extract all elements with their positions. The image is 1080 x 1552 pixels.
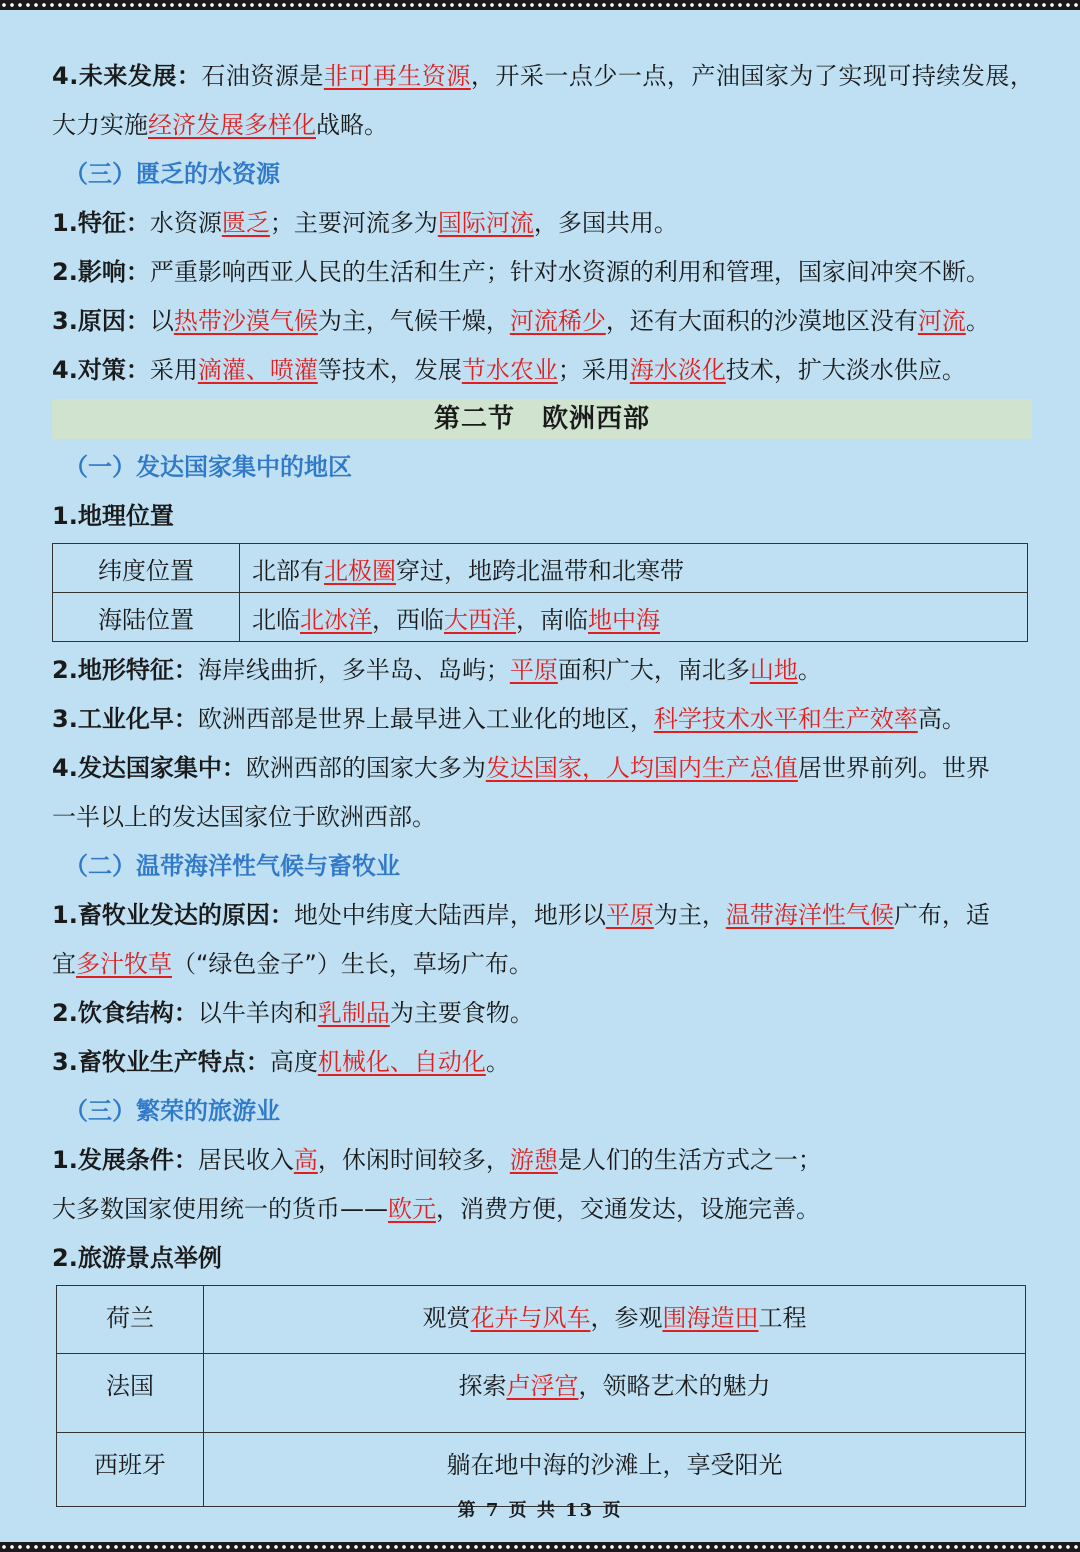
text: 水资源 — [149, 209, 222, 237]
bottom-border — [0, 1542, 1080, 1552]
item-label: 1.发展条件： — [52, 1146, 198, 1174]
text: ，开采一点少一点，产油国家为了实现可持续发展， — [470, 62, 1035, 90]
text: ；采用 — [557, 356, 630, 384]
text: ；主要河流多为 — [269, 209, 438, 237]
item-label: 4.对策： — [52, 356, 150, 384]
table-row — [53, 544, 1028, 593]
section-heading-livestock: （二）温带海洋性气候与畜牧业 — [64, 852, 400, 880]
text: 面积广大，南北多 — [557, 656, 750, 684]
table-row — [57, 1286, 1026, 1354]
text: ，消费方便，交通发达，设施完善。 — [436, 1195, 820, 1223]
table-key: 纬度位置 — [53, 544, 240, 593]
highlight: 发达国家，人均国内生产总值 — [485, 754, 798, 782]
livestock-reason-line-2 — [52, 940, 1032, 989]
text: 穿过，地跨北温带和北寒带 — [396, 556, 684, 585]
section-heading-water: （三）匮乏的水资源 — [64, 160, 280, 188]
text: ，西临 — [372, 605, 444, 634]
diet-structure — [52, 989, 1032, 1038]
text: 海岸线曲折，多半岛、岛屿； — [197, 656, 510, 684]
highlight: 游憩 — [509, 1146, 558, 1174]
top-border — [0, 0, 1080, 10]
highlight: 欧元 — [388, 1195, 436, 1223]
text: 。 — [965, 307, 990, 335]
text: 北临 — [252, 605, 300, 634]
location-table — [52, 543, 1028, 642]
text: 高度 — [269, 1048, 318, 1076]
text: 探索 — [458, 1372, 507, 1400]
early-industrialization — [52, 695, 1032, 744]
text: 宜 — [52, 950, 76, 978]
highlight: 匮乏 — [221, 209, 270, 237]
highlight: 花卉与风车 — [470, 1304, 591, 1332]
highlight: 海水淡化 — [629, 356, 726, 384]
text: 技术，扩大淡水供应。 — [725, 356, 966, 384]
water-feature — [52, 199, 1032, 248]
text: ，参观 — [590, 1304, 663, 1332]
table-row — [57, 1354, 1026, 1433]
text: 以牛羊肉和 — [197, 999, 318, 1027]
text: 大力实施 — [52, 111, 148, 139]
text: 北部有 — [252, 556, 324, 585]
text: 是人们的生活方式之一； — [557, 1146, 822, 1174]
text: 以 — [149, 307, 174, 335]
item-label: 1.地理位置 — [52, 502, 174, 530]
text: 欧洲西部是世界上最早进入工业化的地区， — [197, 705, 654, 733]
page-content — [52, 52, 1035, 1507]
item-label: 1.特征： — [52, 209, 150, 237]
text: 为主， — [653, 901, 726, 929]
highlight: 平原 — [605, 901, 654, 929]
highlight: 围海造田 — [662, 1304, 759, 1332]
text: 大多数国家使用统一的货币—— — [52, 1195, 388, 1223]
text: 为主，气候干燥， — [317, 307, 510, 335]
text: 地处中纬度大陆西岸，地形以 — [293, 901, 606, 929]
text: （“绿色金子”）生长，草场广布。 — [172, 950, 533, 978]
text: 。 — [485, 1048, 510, 1076]
highlight: 大西洋 — [444, 605, 516, 634]
highlight: 温带海洋性气候 — [725, 901, 894, 929]
item-label: 3.畜牧业生产特点： — [52, 1048, 270, 1076]
page-footer: 第 7 页 共 13 页 — [457, 1500, 623, 1521]
item-label: 2.影响： — [52, 258, 150, 286]
section-heading-tourism: （三）繁荣的旅游业 — [64, 1097, 280, 1125]
text: ，南临 — [516, 605, 588, 634]
section-heading-developed: （一）发达国家集中的地区 — [64, 453, 352, 481]
highlight: 科学技术水平和生产效率 — [653, 705, 918, 733]
water-impact — [52, 248, 1032, 297]
table-key: 荷兰 — [57, 1286, 204, 1354]
text: 高。 — [917, 705, 966, 733]
item-label: 2.饮食结构： — [52, 999, 198, 1027]
terrain-features — [52, 646, 1032, 695]
tourism-conditions-line-1 — [52, 1136, 1032, 1185]
highlight: 北冰洋 — [300, 605, 372, 634]
highlight: 多汁牧草 — [76, 950, 172, 978]
highlight: 机械化、自动化 — [317, 1048, 486, 1076]
text: 。 — [797, 656, 822, 684]
highlight: 非可再生资源 — [323, 62, 471, 90]
developed-countries-line-1 — [52, 744, 1032, 793]
text: 战略。 — [316, 111, 388, 139]
text: 一半以上的发达国家位于欧洲西部。 — [52, 803, 436, 831]
highlight: 卢浮宫 — [506, 1372, 579, 1400]
text: 居世界前列。世界 — [797, 754, 990, 782]
table-key: 法国 — [57, 1354, 204, 1433]
table-value — [204, 1354, 1026, 1433]
table-key: 西班牙 — [57, 1433, 204, 1507]
item-label: 3.工业化早： — [52, 705, 198, 733]
text: ，多国共用。 — [533, 209, 678, 237]
highlight: 北极圈 — [324, 556, 396, 585]
item-label: 2.旅游景点举例 — [52, 1244, 222, 1272]
highlight: 节水农业 — [461, 356, 558, 384]
text: 欧洲西部的国家大多为 — [245, 754, 486, 782]
highlight: 平原 — [509, 656, 558, 684]
highlight: 热带沙漠气候 — [173, 307, 318, 335]
highlight: 河流 — [917, 307, 966, 335]
highlight: 河流稀少 — [509, 307, 606, 335]
text: ，还有大面积的沙漠地区没有 — [605, 307, 918, 335]
water-cause — [52, 297, 1032, 346]
oil-future-line-2 — [52, 101, 1032, 150]
highlight: 滴灌、喷灌 — [197, 356, 318, 384]
water-measures — [52, 346, 1032, 395]
text: 工程 — [758, 1304, 807, 1332]
item-label: 4.未来发展： — [52, 62, 202, 90]
table-value — [240, 544, 1028, 593]
highlight: 山地 — [749, 656, 798, 684]
tourism-table — [56, 1285, 1026, 1507]
table-key: 海陆位置 — [53, 593, 240, 642]
text: 等技术，发展 — [317, 356, 462, 384]
text: ，领略艺术的魅力 — [578, 1372, 771, 1400]
item-label: 2.地形特征： — [52, 656, 198, 684]
text: ，休闲时间较多， — [317, 1146, 510, 1174]
text: 广布，适 — [893, 901, 990, 929]
livestock-production — [52, 1038, 1032, 1087]
highlight: 高 — [293, 1146, 318, 1174]
tourism-conditions-line-2 — [52, 1185, 1032, 1234]
text: 采用 — [149, 356, 198, 384]
text: 为主要食物。 — [389, 999, 534, 1027]
highlight: 经济发展多样化 — [148, 111, 316, 139]
table-value — [240, 593, 1028, 642]
item-label: 4.发达国家集中： — [52, 754, 246, 782]
highlight: 地中海 — [588, 605, 660, 634]
livestock-reason-line-1 — [52, 891, 1032, 940]
table-value — [204, 1286, 1026, 1354]
text: 躺在地中海的沙滩上，享受阳光 — [446, 1451, 783, 1479]
text: 石油资源是 — [201, 62, 324, 90]
developed-countries-line-2 — [52, 793, 1032, 842]
text: 严重影响西亚人民的生活和生产；针对水资源的利用和管理，国家间冲突不断。 — [149, 258, 990, 286]
item-label: 1.畜牧业发达的原因： — [52, 901, 294, 929]
table-row — [53, 593, 1028, 642]
highlight: 国际河流 — [437, 209, 534, 237]
chapter-title: 第二节 欧洲西部 — [52, 399, 1032, 439]
text: 居民收入 — [197, 1146, 294, 1174]
oil-future-line-1 — [52, 52, 1035, 101]
text: 观赏 — [422, 1304, 471, 1332]
highlight: 乳制品 — [317, 999, 390, 1027]
item-label: 3.原因： — [52, 307, 150, 335]
